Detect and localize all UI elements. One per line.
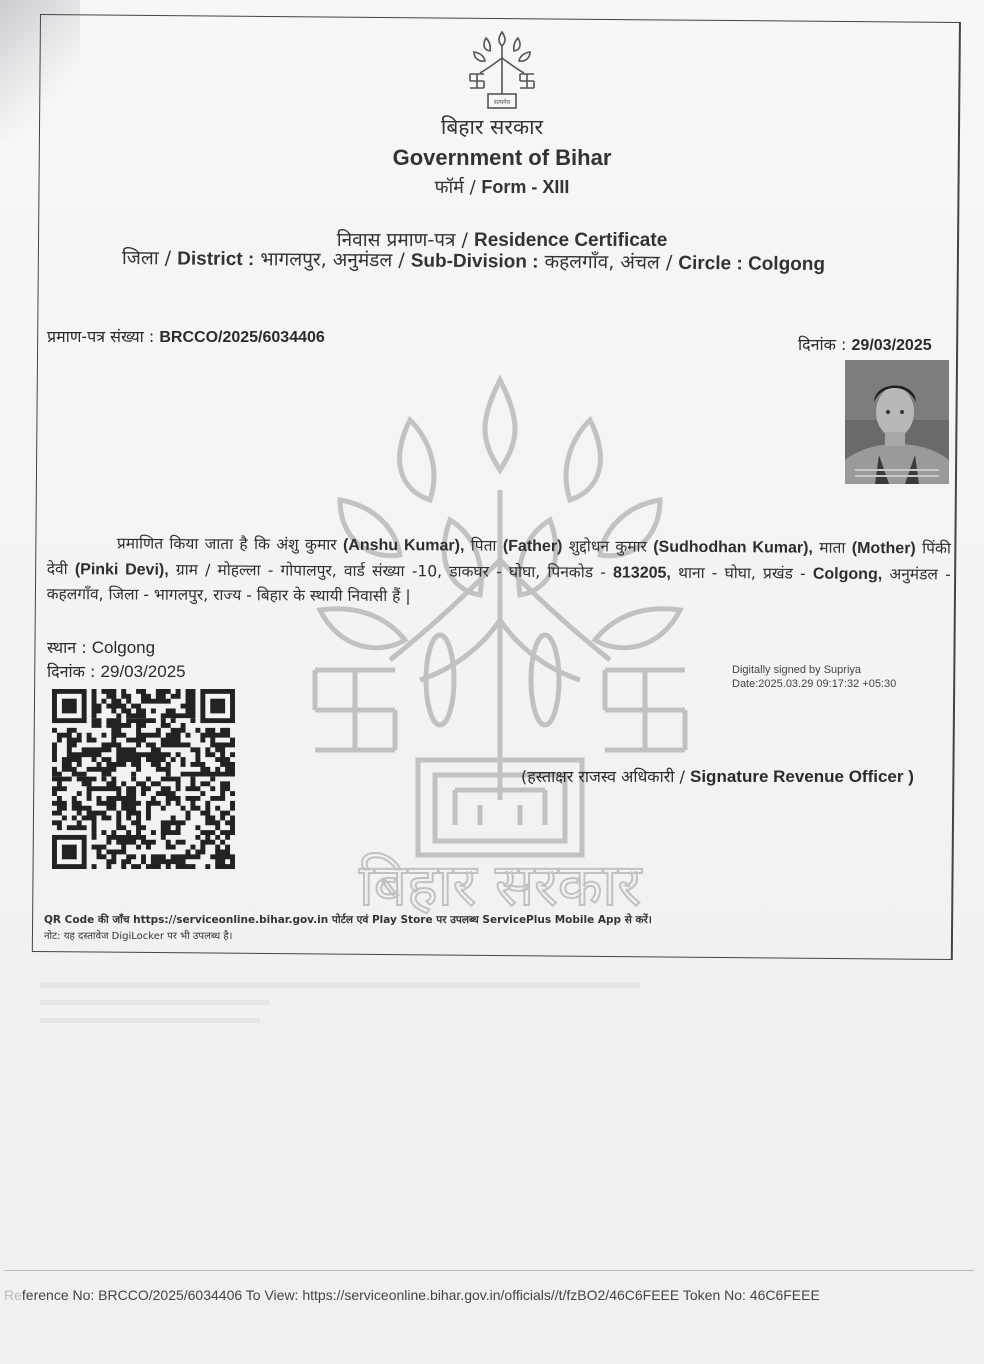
father-label-hindi: पिता	[470, 536, 497, 555]
bleed-through-ghost	[40, 960, 740, 1040]
reference-prefix: Re	[4, 1287, 22, 1303]
reference-divider	[4, 1270, 974, 1271]
qr-finder-pattern	[52, 689, 87, 723]
place-label: स्थान :	[47, 638, 87, 657]
form-label-english: Form - XIII	[481, 177, 570, 197]
applicant-photo	[845, 360, 949, 484]
qr-finder-pattern	[200, 689, 235, 723]
bihar-emblem-watermark	[300, 360, 700, 920]
father-label: (Father)	[502, 537, 563, 556]
signature-label-hindi: (हस्ताक्षर राजस्व अधिकारी /	[521, 767, 685, 786]
signing-date-label: दिनांक :	[47, 662, 96, 681]
circle-label: Circle : Colgong	[678, 252, 826, 276]
issue-date	[798, 333, 932, 355]
certificate-number-value: BRCCO/2025/6034406	[159, 329, 325, 346]
issue-date-label: दिनांक :	[798, 335, 847, 354]
digital-signature-date: Date:2025.03.29 09:17:32 +05:30	[732, 678, 897, 690]
mother-label-hindi: माता	[819, 538, 846, 557]
applicant-photo-graphic	[845, 360, 949, 484]
pincode: 813205,	[612, 563, 671, 582]
district-label-hindi: जिला /	[121, 246, 172, 270]
form-number	[0, 175, 984, 199]
district-value: भागलपुर, अनुमंडल /	[260, 248, 405, 272]
emblem-plaque-text: सत्यमेव	[493, 99, 511, 106]
certification-statement	[47, 531, 951, 612]
qr-verification-note: QR Code की जाँच https://serviceonline.bihar.gov.in पोर्टल एवं Play Store पर उपलब्ध ServicePlus Mobile App से करें।	[44, 914, 652, 926]
digital-signature-signer: Digitally signed by Supriya	[732, 664, 862, 676]
verification-qr-code[interactable]	[52, 689, 235, 869]
police-station: थाना - घोघा, प्रखंड -	[678, 563, 806, 583]
father-name-hindi: शुद्दोधन कुमार	[568, 537, 647, 556]
hindi-government-title: बिहार सरकार	[440, 115, 544, 139]
block-name: Colgong,	[812, 565, 883, 583]
district-label-english: District :	[177, 248, 255, 271]
address-line: ग्राम / मोहल्ला - गोपालपुर, वार्ड संख्या -10, डाकघर - घोघा, पिनकोड -	[175, 560, 606, 581]
bihar-emblem-logo	[462, 28, 542, 112]
place	[47, 636, 155, 658]
certificate-number-label: प्रमाण-पत्र संख्या :	[47, 327, 155, 346]
english-government-title: Government of Bihar	[392, 145, 612, 170]
statement-intro: प्रमाणित किया जाता है कि अंशु कुमार	[116, 534, 337, 554]
subdivision-label: Sub-Division :	[410, 250, 539, 273]
certificate-number	[47, 325, 325, 347]
mother-name: (Pinki Devi),	[74, 560, 169, 579]
digilocker-note: नोट: यह दस्तावेज DigiLocker पर भी उपलब्ध है।	[44, 931, 233, 942]
issue-date-value: 29/03/2025	[851, 337, 932, 354]
place-value: Colgong	[91, 638, 156, 657]
reference-text: ference No: BRCCO/2025/6034406 To View: https://serviceonline.bihar.gov.in/officials//t/fzBO2/46C6FEEE Token No: 46C6FEEE	[21, 1287, 820, 1303]
residence-statement: अनुमंडल - कहलगाँव, जिला - भागलपुर, राज्य - बिहार के स्थायी निवासी हैं |	[46, 564, 951, 606]
reference-footer	[4, 1287, 820, 1303]
father-name: (Sudhodhan Kumar),	[653, 538, 813, 557]
certificate-title-english: Residence Certificate	[474, 230, 668, 251]
subdivision-value: कहलगाँव, अंचल /	[544, 250, 673, 274]
signing-date-value: 29/03/2025	[100, 662, 186, 681]
applicant-name: (Anshu Kumar),	[342, 536, 465, 555]
qr-finder-pattern	[52, 835, 87, 869]
certificate-title-hindi: निवास प्रमाण-पत्र /	[336, 229, 468, 251]
signing-date	[47, 660, 186, 682]
signature-label	[521, 765, 914, 787]
mother-name-hindi: पिंकी देवी	[46, 539, 951, 578]
watermark-text: बिहार सरकार	[358, 851, 642, 919]
digital-signature	[732, 663, 896, 691]
mother-label: (Mother)	[851, 539, 916, 558]
form-label-hindi: फॉर्म /	[434, 177, 476, 198]
signature-label-english: Signature Revenue Officer )	[690, 767, 914, 786]
